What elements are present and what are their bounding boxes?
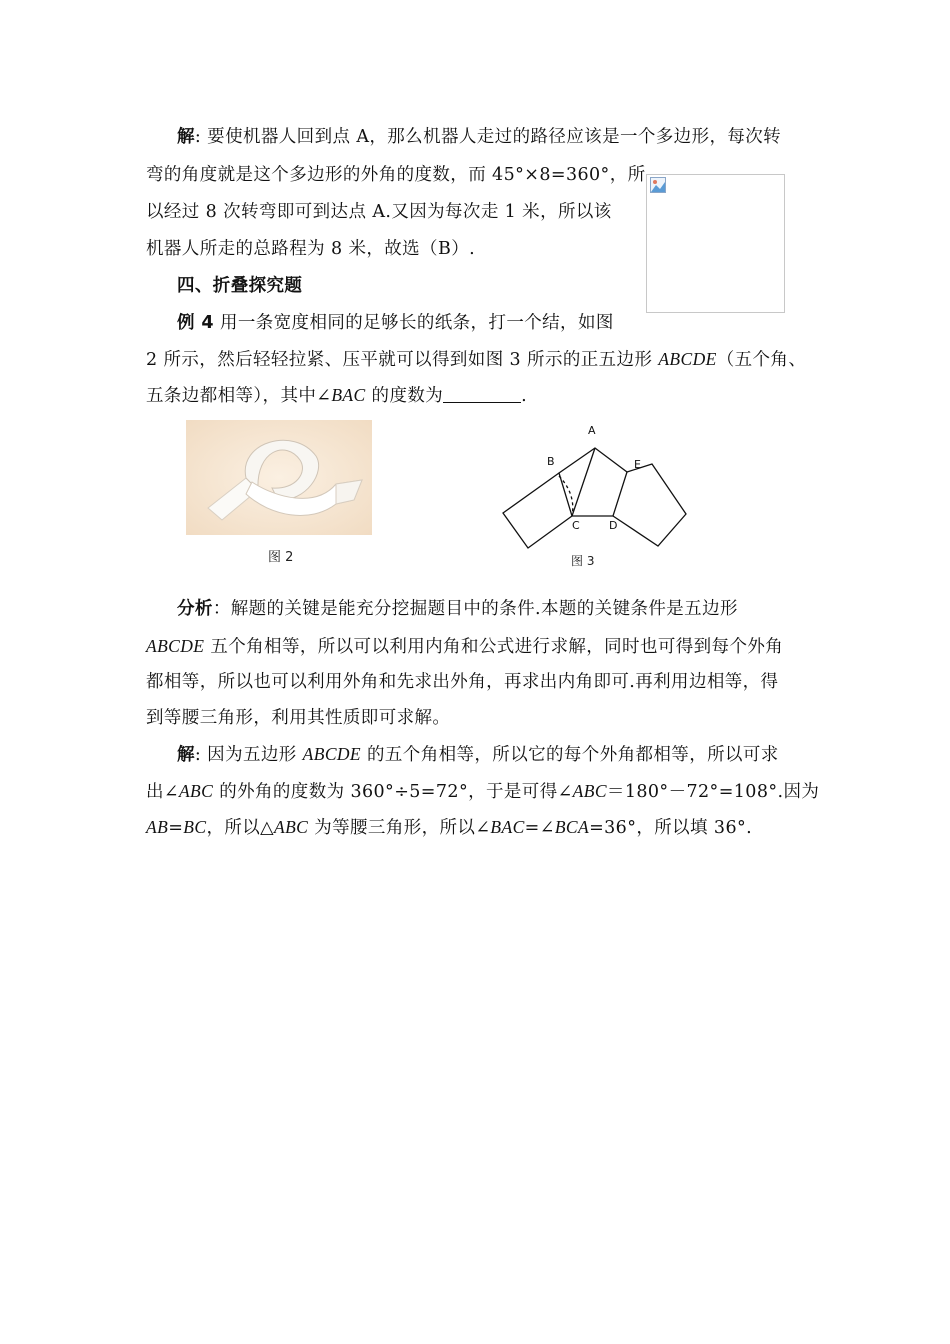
example-line-2	[146, 347, 811, 372]
text: ＝180°－72°=108°.因为	[606, 782, 820, 802]
text: 的五个角相等，所以它的每个外角都相等，所以可求	[361, 745, 779, 765]
segment-ac	[572, 448, 595, 516]
label-a: A	[588, 424, 596, 437]
section-title-text: 四、折叠探究题	[177, 276, 303, 296]
math: ABCDE	[146, 636, 205, 656]
math: BC	[183, 817, 207, 837]
text: =∠	[524, 818, 555, 838]
text: 五条边都相等），其中∠	[146, 386, 332, 406]
text: 为等腰三角形，所以∠	[308, 818, 491, 838]
pentagon-diagram	[498, 418, 694, 573]
answer-blank	[443, 386, 521, 403]
solution-line-4: 机器人所走的总路程为 8 米，故选（B）.	[146, 239, 476, 259]
text: ：解题的关键是能充分挖掘题目中的条件.本题的关键条件是五边形	[212, 599, 738, 619]
solution2-line-1	[177, 742, 842, 767]
analysis-line-4: 到等腰三角形，利用其性质即可求解。	[146, 708, 451, 728]
knot-photo	[186, 420, 372, 535]
text: : 因为五边形	[194, 745, 303, 765]
analysis-line-2	[146, 634, 811, 659]
figure-2-caption: 图 2	[268, 550, 294, 565]
text: .	[521, 386, 528, 406]
text: ，所以△	[206, 818, 274, 838]
text: 2 所示，然后轻轻拉紧、压平就可以得到如图 3 所示的正五边形	[146, 350, 659, 370]
broken-image-icon	[650, 177, 666, 193]
label-c: C	[572, 519, 580, 532]
math: ABCDE	[658, 349, 717, 369]
text: : 要使机器人回到点 A，那么机器人走过的路径应该是一个多边形，每次转	[194, 127, 782, 147]
figure-3-caption: 图 3	[571, 554, 595, 568]
example-line-3	[146, 383, 811, 408]
label-e: E	[634, 458, 641, 471]
text: 的度数为	[365, 386, 444, 406]
math: ABCDE	[302, 744, 362, 764]
solution-line-1	[177, 125, 782, 149]
solution-label: 解	[177, 127, 195, 147]
math: BCA	[554, 817, 590, 837]
label-b: B	[547, 455, 555, 468]
math: ABC	[274, 817, 309, 837]
text: =	[168, 818, 184, 838]
text: 的外角的度数为 360°÷5=72°，于是可得∠	[213, 782, 573, 802]
analysis-line-3: 都相等，所以也可以利用外角和先求出外角，再求出内角即可.再利用边相等，得	[146, 672, 779, 692]
text: =36°，所以填 36°.	[589, 818, 753, 838]
example-line-1	[177, 311, 669, 335]
solution2-line-3	[146, 815, 811, 840]
pentagon-abcde	[559, 448, 627, 516]
text: （五个角、	[716, 350, 807, 370]
solution-line-3: 以经过 8 次转弯即可到达点 A.又因为每次走 1 米，所以该	[146, 202, 612, 222]
solution-line-2: 弯的角度就是这个多边形的外角的度数，而 45°×8=360°，所	[146, 165, 646, 185]
section-title	[177, 274, 842, 298]
example-label: 例 4	[177, 313, 214, 333]
analysis-label: 分析	[177, 599, 213, 619]
math: BAC	[490, 817, 525, 837]
solution2-label: 解	[177, 745, 195, 765]
text: 用一条宽度相同的足够长的纸条，打一个结，如图	[213, 313, 614, 333]
math: ABC	[178, 781, 214, 801]
left-strip	[503, 473, 572, 548]
math: BAC	[331, 385, 366, 405]
solution2-line-2	[146, 779, 820, 804]
text: 五个角相等，所以可以利用内角和公式进行求解，同时也可得到每个外角	[204, 637, 784, 657]
math: AB	[146, 817, 169, 837]
math: ABC	[572, 781, 607, 801]
label-d: D	[609, 519, 618, 532]
analysis-line-1	[177, 597, 842, 621]
right-strip	[613, 464, 686, 546]
text: 出∠	[146, 782, 179, 802]
